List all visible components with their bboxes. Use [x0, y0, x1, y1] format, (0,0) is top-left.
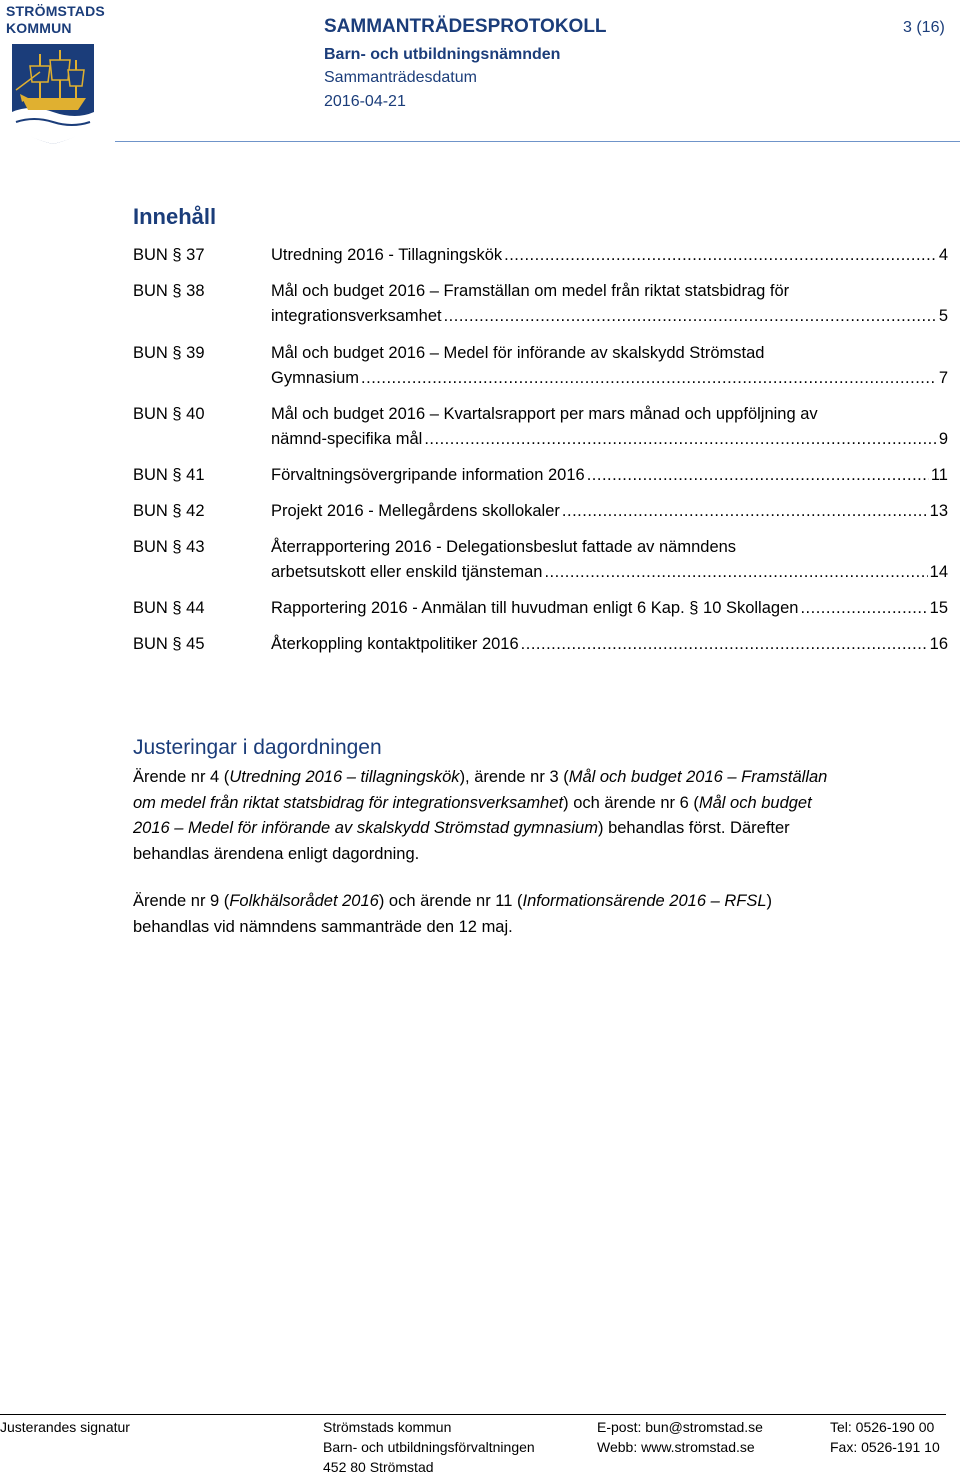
- toc-dot-leader: [521, 632, 928, 657]
- toc-entry-title: Gymnasium: [271, 369, 360, 387]
- toc-entry-title-line: Mål och budget 2016 – Framställan om medel från riktat statsbidrag för: [271, 282, 790, 300]
- footer-divider: [0, 1414, 946, 1415]
- email-link[interactable]: E-post: bun@stromstad.se: [597, 1419, 763, 1435]
- toc-entry-title: Återkoppling kontaktpolitiker 2016: [271, 635, 519, 653]
- toc-entry-page: 14: [929, 563, 948, 581]
- municipality-logo: [6, 3, 105, 146]
- toc-entry-title-line: [271, 427, 948, 452]
- toc-entry-title-line: Återrapportering 2016 - Delegationsbeslut fattade av nämndens: [271, 538, 737, 556]
- p1-item-title: Mål och budget 2016 – Medel för införande av skalskydd Strömstad gymnasium: [133, 793, 812, 837]
- footer-org: [323, 1417, 535, 1477]
- adjustments-paragraph-2: [133, 889, 833, 940]
- toc-entry-page: 4: [938, 246, 948, 264]
- toc-entry-title: arbetsutskott eller enskild tjänsteman: [271, 563, 543, 581]
- footer-phone: [830, 1417, 940, 1457]
- footer-contact: [597, 1417, 763, 1457]
- toc-entry-page: 7: [938, 369, 948, 387]
- website-link[interactable]: Webb: www.stromstad.se: [597, 1439, 755, 1455]
- toc-entry-title-line: Mål och budget 2016 – Medel för införande av skalskydd Strömstad: [271, 344, 765, 362]
- adjustments-paragraph-1: [133, 765, 833, 867]
- toc-entry-page: 15: [929, 599, 948, 617]
- toc-entry-title: Utredning 2016 - Tillagningskök: [271, 246, 503, 264]
- p2-item-title: Informationsärende 2016 – RFSL: [522, 892, 767, 910]
- toc-entry-number: BUN § 43: [133, 538, 205, 556]
- department-name: Barn- och utbildningsförvaltningen: [323, 1439, 535, 1455]
- toc-entry-text: [271, 279, 948, 329]
- coat-of-arms-icon: [10, 42, 96, 146]
- telephone: Tel: 0526-190 00: [830, 1419, 935, 1435]
- p1-text: ) behandlas först. Därefter behandlas ärendena enligt dagordning.: [133, 819, 790, 863]
- toc-entry-title-line: [271, 596, 948, 621]
- toc-dot-leader: [444, 304, 937, 329]
- toc-dot-leader: [361, 366, 937, 391]
- toc-dot-leader: [544, 560, 927, 585]
- document-title: SAMMANTRÄDESPROTOKOLL: [324, 16, 607, 37]
- toc-entry-title-line: [271, 632, 948, 657]
- toc-entry-number: BUN § 39: [133, 344, 205, 362]
- toc-entry-text: [271, 632, 948, 657]
- toc-entry-number: BUN § 45: [133, 635, 205, 653]
- toc-entry-number: BUN § 37: [133, 246, 205, 264]
- toc-entry-title-line: [271, 366, 948, 391]
- toc-entry-page: 13: [929, 502, 948, 520]
- fax: Fax: 0526-191 10: [830, 1439, 940, 1455]
- org-name: Strömstads kommun: [323, 1419, 452, 1435]
- p1-item-title: Utredning 2016 – tillagningskök: [229, 768, 460, 786]
- adjustments-heading: Justeringar i dagordningen: [133, 736, 382, 759]
- toc-heading: Innehåll: [133, 204, 217, 229]
- p2-text: ) behandlas vid nämndens sammanträde den 12 maj.: [133, 892, 773, 936]
- committee-name: Barn- och utbildningsnämnden: [324, 46, 561, 63]
- p1-text: Ärende nr 4 (: [133, 768, 230, 786]
- toc-entry-number: BUN § 41: [133, 466, 205, 484]
- meeting-date: 2016-04-21: [324, 93, 406, 110]
- postal-address: 452 80 Strömstad: [323, 1459, 434, 1475]
- toc-dot-leader: [562, 499, 928, 524]
- toc-entry-number: BUN § 42: [133, 502, 205, 520]
- toc-entry-text: [271, 402, 948, 452]
- toc-entry-number: BUN § 40: [133, 405, 205, 423]
- toc-entry-page: 5: [938, 307, 948, 325]
- p2-item-title: Folkhälsorådet 2016: [229, 892, 379, 910]
- toc-entry-title-line: Mål och budget 2016 – Kvartalsrapport per mars månad och uppföljning av: [271, 405, 818, 423]
- page-number: 3 (16): [903, 19, 945, 36]
- p2-text: ) och ärende nr 11 (: [378, 892, 523, 910]
- meeting-date-label: Sammanträdesdatum: [324, 69, 477, 86]
- toc-entry-text: [271, 341, 948, 391]
- toc-entry-number: BUN § 38: [133, 282, 205, 300]
- logo-line-1: STRÖMSTADS: [6, 3, 105, 19]
- toc-entry-title-line: [271, 499, 948, 524]
- toc-entry-title: integrationsverksamhet: [271, 307, 442, 325]
- toc-entry-title-line: [271, 243, 948, 268]
- page-header: [0, 0, 960, 148]
- toc-entry-page: 16: [929, 635, 948, 653]
- header-divider: [115, 141, 960, 142]
- toc-entry-page: 9: [938, 430, 948, 448]
- toc-entry-title-line: [271, 463, 948, 488]
- toc-entry-text: [271, 535, 948, 585]
- toc-entry-title: Rapportering 2016 - Anmälan till huvudman enligt 6 Kap. § 10 Skollagen: [271, 599, 799, 617]
- toc-entry-title: Projekt 2016 - Mellegårdens skollokaler: [271, 502, 560, 520]
- p1-text: ), ärende nr 3 (: [459, 768, 569, 786]
- signature-label: Justerandes signatur: [0, 1419, 130, 1435]
- toc-entry-text: [271, 596, 948, 621]
- toc-dot-leader: [424, 427, 937, 452]
- toc-dot-leader: [587, 463, 929, 488]
- toc-entry-title: nämnd-specifika mål: [271, 430, 423, 448]
- toc-entry-text: [271, 499, 948, 524]
- p1-item-title: Mål och budget 2016 – Framställan om medel från riktat statsbidrag för integrationsverksamhet: [133, 768, 828, 812]
- toc-entry-title-line: [271, 304, 948, 329]
- toc-entry-title: Förvaltningsövergripande information 2016: [271, 466, 585, 484]
- p2-text: Ärende nr 9 (: [133, 892, 230, 910]
- toc-entry-title-line: [271, 560, 948, 585]
- toc-entry-page: 11: [930, 466, 948, 484]
- toc-entry-text: [271, 243, 948, 268]
- toc-dot-leader: [800, 596, 927, 621]
- toc-dot-leader: [504, 243, 937, 268]
- toc-entry-number: BUN § 44: [133, 599, 205, 617]
- toc-entry-text: [271, 463, 948, 488]
- logo-line-2: KOMMUN: [6, 20, 72, 36]
- p1-text: ) och ärende nr 6 (: [563, 793, 699, 812]
